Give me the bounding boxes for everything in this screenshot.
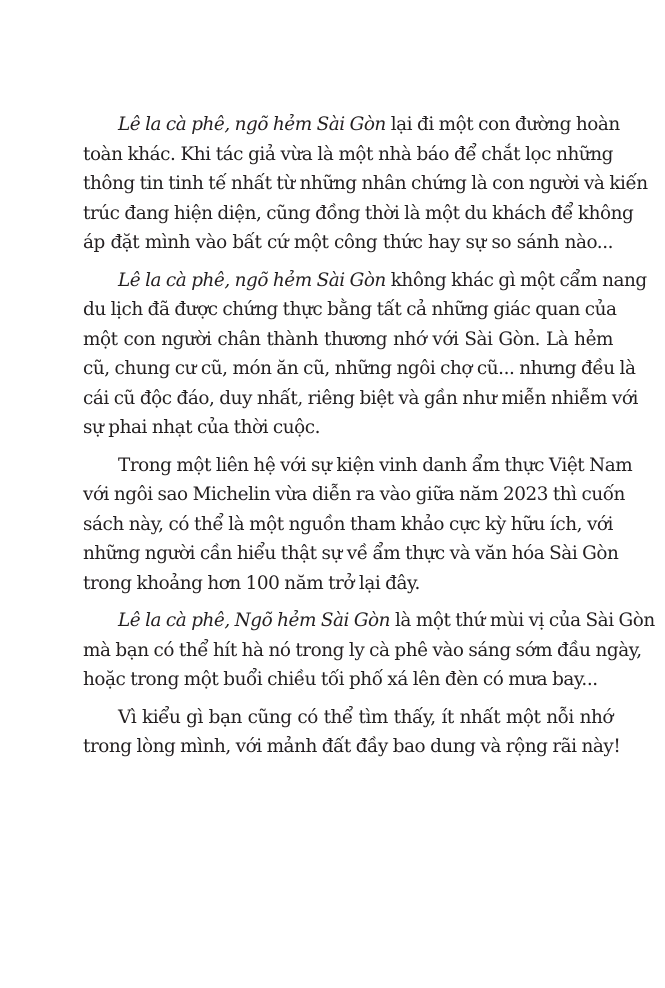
text-line: du lịch đã được chứng thực bằng tất cả những giác quan của (83, 299, 617, 320)
text-line: áp đặt mình vào bất cứ một công thức hay sự so sánh nào... (83, 232, 613, 253)
text-line: toàn khác. Khi tác giả vừa là một nhà báo để chắt lọc những (83, 143, 613, 165)
text-line: Trong một liên hệ với sự kiện vinh danh ẩm thực Việt Nam (118, 454, 633, 476)
italic-book-title: Lê la cà phê, Ngõ hẻm Sài Gòn (118, 610, 391, 631)
italic-book-title: Lê la cà phê, ngõ hẻm Sài Gòn (118, 269, 386, 291)
text-line: cũ, chung cư cũ, món ăn cũ, những ngôi chợ cũ... nhưng đều là (83, 358, 636, 379)
text-line: Lê la cà phê, ngõ hẻm Sài Gòn không khác gì một cẩm nang (118, 269, 647, 291)
text-line: cái cũ độc đáo, duy nhất, riêng biệt và gần như miễn nhiễm với (83, 387, 638, 409)
text-line: một con người chân thành thương nhớ với Sài Gòn. Là hẻm (83, 328, 613, 350)
paragraph-3 (83, 451, 633, 599)
text-line: những người cần hiểu thật sự về ẩm thực và văn hóa Sài Gòn (83, 543, 619, 564)
paragraph-4 (83, 606, 655, 695)
text-line: hoặc trong một buổi chiều tối phố xá lên đèn có mưa bay... (83, 669, 598, 690)
paragraph-1 (83, 110, 648, 258)
paragraph-2 (83, 266, 647, 443)
text-line: Lê la cà phê, Ngõ hẻm Sài Gòn là một thứ mùi vị của Sài Gòn (118, 610, 655, 631)
italic-book-title: Lê la cà phê, ngõ hẻm Sài Gòn (118, 114, 386, 135)
book-page (83, 110, 655, 770)
text-line: sự phai nhạt của thời cuộc. (83, 417, 321, 438)
text-line: thông tin tinh tế nhất từ những nhân chứng là con người và kiến (83, 173, 648, 194)
text-line: trúc đang hiện diện, cũng đồng thời là một du khách để không (83, 202, 634, 224)
text-line: trong lòng mình, với mảnh đất đầy bao dung và rộng rãi này! (83, 736, 621, 757)
paragraph-5 (83, 703, 621, 762)
text-line: Vì kiểu gì bạn cũng có thể tìm thấy, ít nhất một nỗi nhớ (118, 706, 613, 728)
text-line: sách này, có thể là một nguồn tham khảo cực kỳ hữu ích, với (83, 513, 613, 535)
text-line: Lê la cà phê, ngõ hẻm Sài Gòn lại đi một con đường hoàn (118, 114, 620, 135)
text-line: mà bạn có thể hít hà nó trong ly cà phê vào sáng sớm đầu ngày, (83, 639, 642, 661)
text-line: trong khoảng hơn 100 năm trở lại đây. (83, 572, 420, 594)
text-line: với ngôi sao Michelin vừa diễn ra vào giữa năm 2023 thì cuốn (83, 484, 625, 505)
